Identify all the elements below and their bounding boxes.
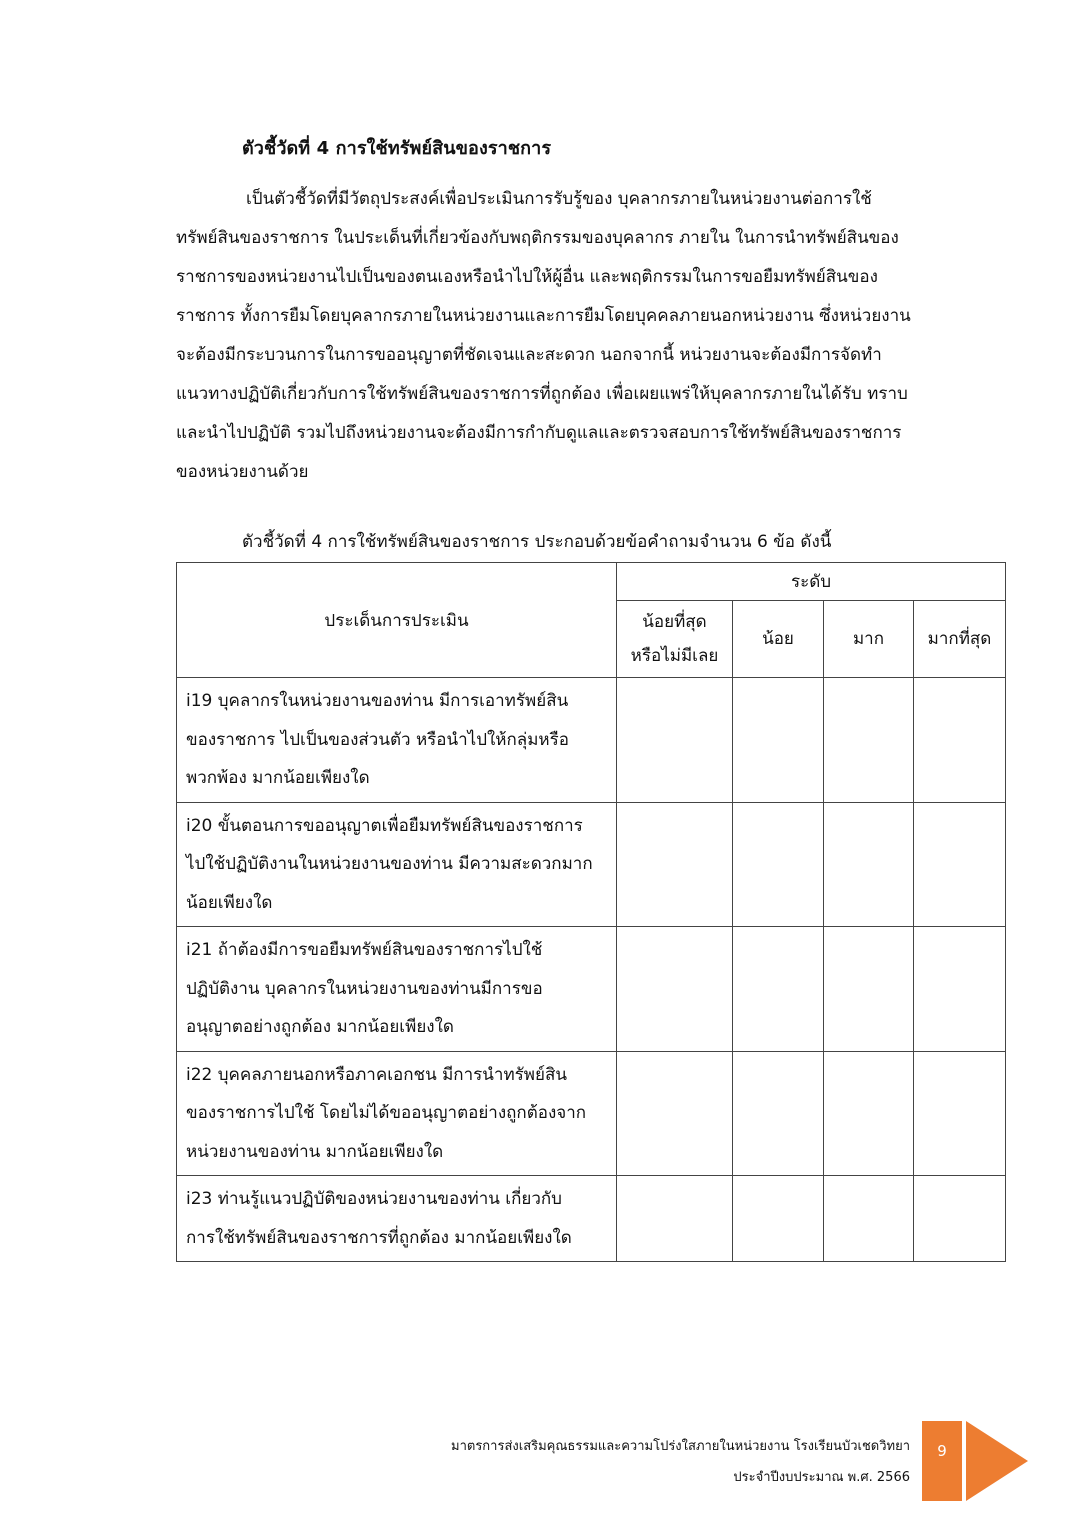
rating-cell[interactable] bbox=[733, 802, 824, 927]
paragraph-line: ราชการ ทั้งการยืมโดยบุคลากรภายในหน่วยงานและการยืมโดยบุคคลภายนอกหน่วยงาน ซึ่งหน่วยงาน bbox=[176, 306, 911, 326]
rating-cell[interactable] bbox=[617, 678, 733, 803]
rating-cell[interactable] bbox=[824, 1176, 914, 1262]
table-row bbox=[177, 927, 1006, 1052]
assessment-table bbox=[176, 562, 1006, 1262]
rating-cell[interactable] bbox=[914, 678, 1006, 803]
footer-organization: มาตรการส่งเสริมคุณธรรมและความโปร่งใสภายในหน่วยงาน โรงเรียนบัวเชดวิทยา bbox=[451, 1439, 910, 1454]
question-line: พวกพ้อง มากน้อยเพียงใด bbox=[186, 768, 370, 788]
header-option-little: น้อย bbox=[733, 601, 824, 678]
question-i22 bbox=[177, 1051, 617, 1176]
question-i23 bbox=[177, 1176, 617, 1262]
header-option-least-line2: หรือไม่มีเลย bbox=[630, 646, 719, 666]
question-line: i21 ถ้าต้องมีการขอยืมทรัพย์สินของราชการไปใช้ bbox=[186, 940, 543, 960]
table-row bbox=[177, 1176, 1006, 1262]
question-line: ปฏิบัติงาน บุคลากรในหน่วยงานของท่านมีการขอ bbox=[186, 978, 543, 999]
paragraph-line: และนำไปปฏิบัติ รวมไปถึงหน่วยงานจะต้องมีการกำกับดูแลและตรวจสอบการใช้ทรัพย์สินของราชการ bbox=[176, 423, 902, 443]
rating-cell[interactable] bbox=[733, 678, 824, 803]
section-heading: ตัวชี้วัดที่ 4 การใช้ทรัพย์สินของราชการ bbox=[242, 138, 552, 159]
question-i21 bbox=[177, 927, 617, 1052]
page-number: 9 bbox=[922, 1421, 962, 1501]
rating-cell[interactable] bbox=[824, 802, 914, 927]
table-row bbox=[177, 678, 1006, 803]
paragraph-line: จะต้องมีกระบวนการในการขออนุญาตที่ชัดเจนและสะดวก นอกจากนี้ หน่วยงานจะต้องมีการจัดทำ bbox=[176, 345, 882, 365]
paragraph-line: ของหน่วยงานด้วย bbox=[176, 462, 309, 482]
question-line: น้อยเพียงใด bbox=[186, 892, 273, 913]
page-arrow-icon bbox=[966, 1421, 1028, 1501]
question-line: ไปใช้ปฏิบัติงานในหน่วยงานของท่าน มีความสะดวกมาก bbox=[186, 854, 593, 874]
description-paragraph bbox=[176, 180, 966, 492]
rating-cell[interactable] bbox=[914, 802, 1006, 927]
header-option-least-line1: น้อยที่สุด bbox=[642, 612, 707, 632]
rating-cell[interactable] bbox=[914, 927, 1006, 1052]
question-line: การใช้ทรัพย์สินของราชการที่ถูกต้อง มากน้อยเพียงใด bbox=[186, 1227, 572, 1248]
footer-fiscal-year: ประจำปีงบประมาณ พ.ศ. 2566 bbox=[733, 1470, 910, 1485]
paragraph-line: แนวทางปฏิบัติเกี่ยวกับการใช้ทรัพย์สินของราชการที่ถูกต้อง เพื่อเผยแพร่ให้บุคลากรภายในได้รับ ทราบ bbox=[176, 384, 908, 404]
rating-cell[interactable] bbox=[733, 1176, 824, 1262]
question-line: หน่วยงานของท่าน มากน้อยเพียงใด bbox=[186, 1141, 444, 1162]
question-line: ของราชการ ไปเป็นของส่วนตัว หรือนำไปให้กลุ่มหรือ bbox=[186, 729, 569, 750]
paragraph-line: เป็นตัวชี้วัดที่มีวัตถุประสงค์เพื่อประเมินการรับรู้ของ บุคลากรภายในหน่วยงานต่อการใช้ bbox=[246, 189, 872, 209]
rating-cell[interactable] bbox=[824, 678, 914, 803]
question-line: i19 บุคลากรในหน่วยงานของท่าน มีการเอาทรัพย์สิน bbox=[186, 691, 569, 711]
rating-cell[interactable] bbox=[914, 1176, 1006, 1262]
header-assessment-item: ประเด็นการประเมิน bbox=[177, 563, 617, 678]
question-i19 bbox=[177, 678, 617, 803]
rating-cell[interactable] bbox=[733, 1051, 824, 1176]
rating-cell[interactable] bbox=[824, 1051, 914, 1176]
rating-cell[interactable] bbox=[617, 927, 733, 1052]
rating-cell[interactable] bbox=[824, 927, 914, 1052]
table-row bbox=[177, 802, 1006, 927]
question-i20 bbox=[177, 802, 617, 927]
question-line: i22 บุคคลภายนอกหรือภาคเอกชน มีการนำทรัพย์สิน bbox=[186, 1064, 567, 1085]
header-level: ระดับ bbox=[617, 563, 1006, 601]
rating-cell[interactable] bbox=[617, 1176, 733, 1262]
header-option-much: มาก bbox=[824, 601, 914, 678]
table-row bbox=[177, 1051, 1006, 1176]
rating-cell[interactable] bbox=[617, 802, 733, 927]
question-line: ของราชการไปใช้ โดยไม่ได้ขออนุญาตอย่างถูกต้องจาก bbox=[186, 1103, 587, 1123]
question-line: อนุญาตอย่างถูกต้อง มากน้อยเพียงใด bbox=[186, 1017, 454, 1037]
question-line: i20 ขั้นตอนการขออนุญาตเพื่อยืมทรัพย์สินของราชการ bbox=[186, 815, 583, 836]
question-line: i23 ท่านรู้แนวปฏิบัติของหน่วยงานของท่าน เกี่ยวกับ bbox=[186, 1189, 562, 1209]
rating-cell[interactable] bbox=[733, 927, 824, 1052]
paragraph-line: ราชการของหน่วยงานไปเป็นของตนเองหรือนำไปให้ผู้อื่น และพฤติกรรมในการขอยืมทรัพย์สินของ bbox=[176, 267, 878, 287]
table-intro: ตัวชี้วัดที่ 4 การใช้ทรัพย์สินของราชการ ประกอบด้วยข้อคำถามจำนวน 6 ข้อ ดังนี้ bbox=[242, 532, 832, 552]
rating-cell[interactable] bbox=[617, 1051, 733, 1176]
header-option-most: มากที่สุด bbox=[914, 601, 1006, 678]
paragraph-line: ทรัพย์สินของราชการ ในประเด็นที่เกี่ยวข้องกับพฤติกรรมของบุคลากร ภายใน ในการนำทรัพย์สินของ bbox=[176, 228, 899, 248]
rating-cell[interactable] bbox=[914, 1051, 1006, 1176]
header-option-least bbox=[617, 601, 733, 678]
